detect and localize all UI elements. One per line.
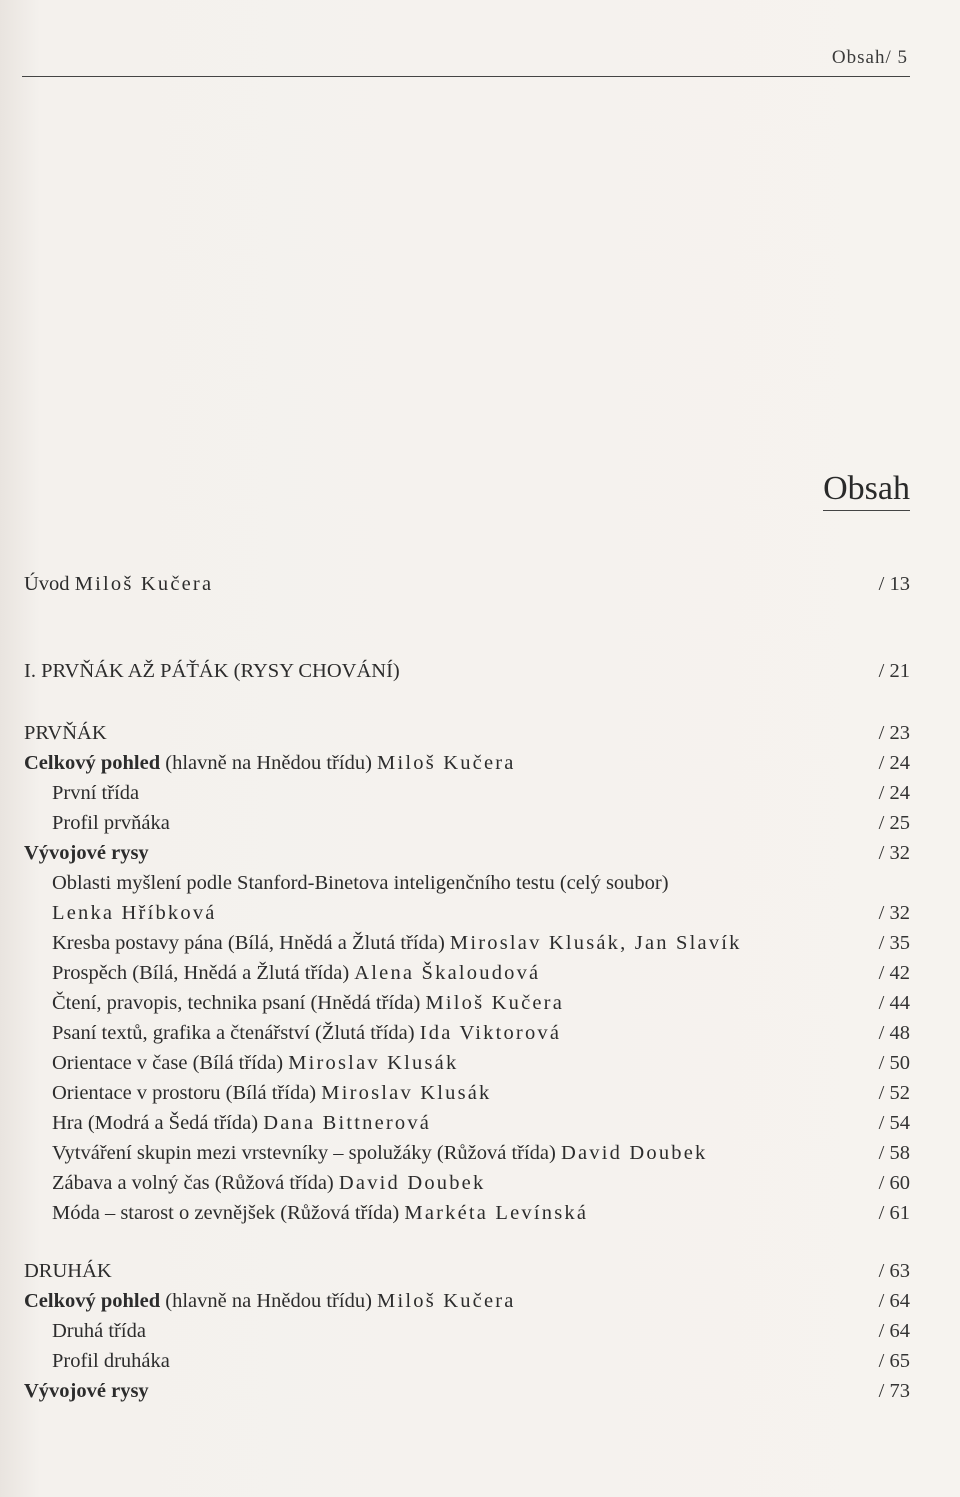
header-rule xyxy=(22,76,910,77)
toc-entry-page: / 25 xyxy=(878,812,910,834)
toc-entry-title: Móda – starost o zevnějšek (Růžová třída) xyxy=(52,1202,400,1224)
toc-entry-title: Celkový pohled xyxy=(24,752,161,774)
toc-entry-title: Vytváření skupin mezi vrstevníky – spolužáky (Růžová třída) xyxy=(52,1142,556,1164)
toc-entry-author: Miroslav Klusák, Jan Slavík xyxy=(449,932,742,954)
toc-entry-title: Zábava a volný čas (Růžová třída) xyxy=(52,1172,334,1194)
toc-entry-page: / 42 xyxy=(878,962,910,984)
toc-entry-title: Úvod xyxy=(24,573,70,595)
toc-entry-note: (hlavně na Hnědou třídu) xyxy=(160,752,372,774)
toc-entry-author: Miloš Kučera xyxy=(74,573,214,595)
toc-entry-title: Orientace v prostoru (Bílá třída) xyxy=(52,1082,317,1104)
toc-entry-author: Ida Viktorová xyxy=(419,1022,562,1044)
toc-entry-page: / 21 xyxy=(878,660,910,682)
toc-entry-title: Hra (Modrá a Šedá třída) xyxy=(52,1112,259,1134)
toc-entry-author: Miloš Kučera xyxy=(425,992,565,1014)
toc-entry-druhak xyxy=(0,1256,960,1286)
toc-entry-prospech xyxy=(0,958,960,988)
toc-entry-orientace-cas xyxy=(0,1048,960,1078)
toc-entry-page: / 60 xyxy=(878,1172,910,1194)
toc-entry-author: Miroslav Klusák xyxy=(288,1052,459,1074)
toc-entry-title: Prospěch (Bílá, Hnědá a Žlutá třída) xyxy=(52,962,350,984)
toc-entry-psani-textu xyxy=(0,1018,960,1048)
toc-entry-druha-trida xyxy=(0,1316,960,1346)
toc-entry-title: I. PRVŇÁK AŽ PÁŤÁK (RYSY CHOVÁNÍ) xyxy=(24,660,400,682)
toc-entry-author: Lenka Hříbková xyxy=(52,902,217,924)
toc-entry-title: Orientace v čase (Bílá třída) xyxy=(52,1052,284,1074)
toc-entry-title: Celkový pohled xyxy=(24,1290,161,1312)
toc-entry-title: Oblasti myšlení podle Stanford-Binetova inteligenčního testu (celý soubor) xyxy=(52,872,669,894)
toc-entry-page: / 24 xyxy=(878,782,910,804)
toc-entry-orientace-prostor xyxy=(0,1078,960,1108)
toc-entry-uvod xyxy=(0,569,960,599)
toc-entry-page: / 35 xyxy=(878,932,910,954)
toc-entry-page: / 32 xyxy=(878,902,910,924)
toc-entry-title: Kresba postavy pána (Bílá, Hnědá a Žlutá třída) xyxy=(52,932,445,954)
toc-entry-page: / 65 xyxy=(878,1350,910,1372)
toc-entry-title: PRVŇÁK xyxy=(24,722,107,744)
toc-entry-part-1 xyxy=(0,656,960,686)
toc-entry-page: / 23 xyxy=(878,722,910,744)
toc-entry-title: První třída xyxy=(52,782,140,804)
page-title: Obsah xyxy=(823,470,910,511)
toc-entry-title: DRUHÁK xyxy=(24,1260,112,1282)
toc-entry-moda xyxy=(0,1198,960,1228)
toc-entry-title: Druhá třída xyxy=(52,1320,146,1342)
toc-entry-page: / 64 xyxy=(878,1290,910,1312)
toc-entry-page: / 52 xyxy=(878,1082,910,1104)
toc-entry-author: David Doubek xyxy=(560,1142,708,1164)
toc-entry-celkovy-pohled xyxy=(0,748,960,778)
toc-entry-author: David Doubek xyxy=(338,1172,486,1194)
toc-entry-page: / 13 xyxy=(878,573,910,595)
toc-entry-hra xyxy=(0,1108,960,1138)
toc-entry-page: / 64 xyxy=(878,1320,910,1342)
toc-entry-page: / 48 xyxy=(878,1022,910,1044)
toc-entry-profil-druhaka xyxy=(0,1346,960,1376)
toc-entry-zabava xyxy=(0,1168,960,1198)
toc-entry-page: / 54 xyxy=(878,1112,910,1134)
toc-entry-page: / 32 xyxy=(878,842,910,864)
toc-entry-author: Miloš Kučera xyxy=(377,1290,516,1312)
toc-entry-page: / 24 xyxy=(878,752,910,774)
toc-entry-page: / 50 xyxy=(878,1052,910,1074)
toc-entry-page: / 58 xyxy=(878,1142,910,1164)
toc-entry-page: / 73 xyxy=(878,1380,910,1402)
toc-entry-prvni-trida xyxy=(0,778,960,808)
toc-entry-author: Miloš Kučera xyxy=(377,752,516,774)
toc-entry-note: (hlavně na Hnědou třídu) xyxy=(160,1290,372,1312)
toc-entry-cteni xyxy=(0,988,960,1018)
toc-entry-title: Profil druháka xyxy=(52,1350,170,1372)
running-head: Obsah/ 5 xyxy=(831,47,908,68)
toc-entry-page: / 61 xyxy=(878,1202,910,1224)
toc-entry-author: Dana Bittnerová xyxy=(263,1112,432,1134)
toc-entry-title: Vývojové rysy xyxy=(24,842,149,864)
toc-entry-prvnak xyxy=(0,718,960,748)
toc-entry-oblasti-mysleni xyxy=(0,868,960,898)
toc-entry-oblasti-mysleni-author xyxy=(0,898,960,928)
toc-entry-title: Profil prvňáka xyxy=(52,812,170,834)
toc-entry-author: Alena Škaloudová xyxy=(354,962,541,984)
toc-entry-title: Čtení, pravopis, technika psaní (Hnědá třída) xyxy=(52,992,421,1014)
toc-entry-title: Psaní textů, grafika a čtenářství (Žlutá třída) xyxy=(52,1022,415,1044)
toc-entry-vytvareni-skupin xyxy=(0,1138,960,1168)
toc-entry-kresba-postavy xyxy=(0,928,960,958)
toc-entry-page: / 63 xyxy=(878,1260,910,1282)
toc-entry-author: Markéta Levínská xyxy=(404,1202,589,1224)
toc-entry-celkovy-pohled-2 xyxy=(0,1286,960,1316)
toc-entry-vyvojove-rysy xyxy=(0,838,960,868)
toc-entry-vyvojove-rysy-2 xyxy=(0,1376,960,1406)
toc-entry-title: Vývojové rysy xyxy=(24,1380,149,1402)
toc-entry-page: / 44 xyxy=(878,992,910,1014)
toc-entry-profil-prvnaka xyxy=(0,808,960,838)
toc-entry-author: Miroslav Klusák xyxy=(321,1082,492,1104)
